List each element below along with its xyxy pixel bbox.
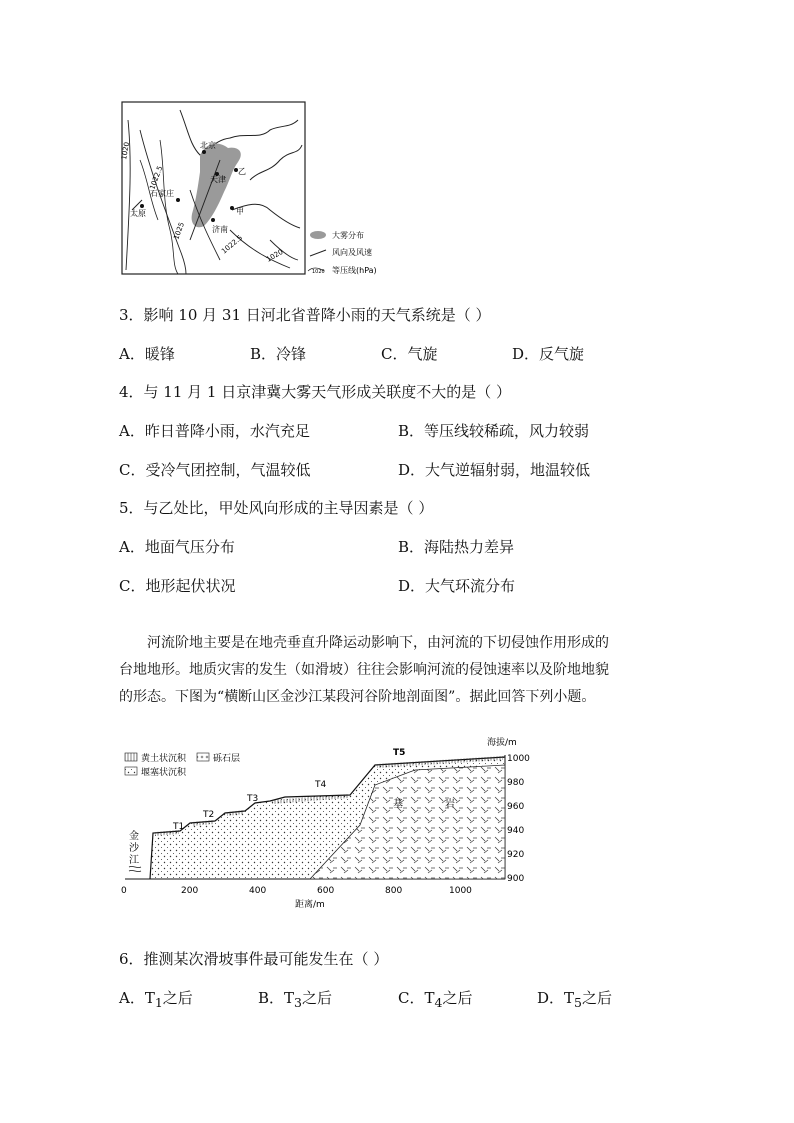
q6-option-d-label: D．T: [537, 989, 575, 1007]
q4-option-b[interactable]: B．等压线较稀疏，风力较弱: [398, 422, 590, 440]
q5-option-c[interactable]: C．地形起伏状况: [119, 577, 236, 595]
legend-isobar: 等压线(hPa): [332, 266, 377, 275]
passage: [119, 630, 679, 711]
q6-option-b-tail: 之后: [301, 989, 332, 1007]
bedrock-label-2: 岩: [445, 799, 455, 810]
legend-wind: 风向及风速: [332, 248, 372, 257]
x-tick: 200: [181, 886, 199, 896]
city-shijiazhuang: 石家庄: [150, 189, 174, 198]
passage-line-1: 河流阶地主要是在地壳垂直升降运动影响下，由河流的下切侵蚀作用形成的: [147, 635, 609, 651]
y-tick: 980: [507, 778, 525, 788]
city-beijing: 北京: [200, 141, 216, 150]
q3-option-a[interactable]: A．暖锋: [119, 345, 175, 363]
x-tick: 600: [317, 886, 335, 896]
isobar-label: 1022.5: [148, 164, 165, 191]
q5-option-b[interactable]: B．海陆热力差异: [398, 538, 515, 556]
q5-option-d[interactable]: D．大气环流分布: [398, 577, 516, 595]
y-axis-label: 海拔/m: [487, 738, 517, 748]
q6-option-c[interactable]: [398, 987, 472, 1010]
y-tick: 920: [507, 850, 525, 860]
q6-option-b-label: B．T: [258, 989, 295, 1007]
city-tianjin: 天津: [210, 175, 226, 184]
terrace-profile-figure: [115, 735, 535, 915]
x-axis-label: 距离/m: [295, 900, 325, 910]
x-tick: 800: [385, 886, 403, 896]
river-label-3: 江: [129, 855, 139, 866]
x-tick: 0: [121, 886, 127, 896]
question-5-stem: 5．与乙处比，甲处风向形成的主导因素是（ ）: [119, 499, 434, 517]
passage-line-2: 台地地形。地质灾害的发生（如滑坡）往往会影响河流的侵蚀速率以及阶地地貌: [119, 662, 609, 678]
q4-option-a[interactable]: A．昨日普降小雨，水汽充足: [119, 422, 310, 440]
fog-legend-swatch: [310, 231, 326, 239]
q6-option-b[interactable]: [258, 987, 332, 1010]
q6-option-a-sub: 1: [154, 995, 163, 1010]
terrace-t5: T5: [393, 748, 406, 758]
q6-option-a[interactable]: [119, 987, 193, 1010]
q6-option-a-label: A．T: [119, 989, 155, 1007]
q3-option-d[interactable]: D．反气旋: [512, 345, 585, 363]
terrace-t2: T2: [203, 810, 215, 820]
terrace-profile: [115, 735, 535, 915]
legend-isobar-value: 1020: [312, 269, 325, 275]
legend-fog: 大雾分布: [332, 231, 364, 240]
weather-map-figure: [120, 100, 390, 278]
river-label-1: 金: [129, 831, 139, 842]
y-tick: 960: [507, 802, 525, 812]
bedrock-label-1: 基: [393, 799, 403, 810]
q5-option-a[interactable]: A．地面气压分布: [119, 538, 235, 556]
q4-option-c[interactable]: C．受冷气团控制，气温较低: [119, 461, 311, 479]
legend-gravel: 砾石层: [213, 754, 241, 764]
isobar-label: 1020: [120, 141, 132, 161]
x-tick: 1000: [449, 886, 472, 896]
river-label-2: 沙: [129, 843, 139, 854]
q6-option-a-tail: 之后: [162, 989, 193, 1007]
y-tick: 940: [507, 826, 525, 836]
q6-option-c-label: C．T: [398, 989, 435, 1007]
legend-dammed: 堰塞状沉积: [141, 768, 187, 778]
q4-option-d[interactable]: D．大气逆辐射弱，地温较低: [398, 461, 591, 479]
isobar-label: 1020: [265, 247, 285, 264]
q6-option-d[interactable]: [537, 987, 612, 1010]
terrace-t1: T1: [173, 822, 185, 832]
isobar-label: 1022.5: [220, 233, 245, 256]
question-4-stem: 4．与 11 月 1 日京津冀大雾天气形成关联度不大的是（ ）: [119, 383, 512, 401]
city-jia: 甲: [236, 207, 244, 216]
y-tick: 1000: [507, 754, 530, 764]
q6-option-c-sub: 4: [434, 995, 443, 1010]
isobar-label: 1025: [172, 221, 186, 241]
terrace-t4: T4: [315, 780, 327, 790]
terrace-t3: T3: [247, 794, 259, 804]
q3-option-b[interactable]: B．冷锋: [250, 345, 307, 363]
city-jinan: 济南: [212, 225, 228, 234]
q6-option-c-tail: 之后: [442, 989, 473, 1007]
city-taiyuan: 太原: [130, 209, 146, 218]
legend-loess: 黄土状沉积: [141, 754, 187, 764]
q6-option-b-sub: 3: [294, 995, 302, 1010]
weather-map: [120, 100, 390, 278]
y-tick: 900: [507, 874, 525, 884]
passage-line-3: 的形态。下图为“横断山区金沙江某段河谷阶地剖面图”。据此回答下列小题。: [119, 689, 596, 705]
question-3-stem: 3．影响 10 月 31 日河北省普降小雨的天气系统是（ ）: [119, 306, 491, 324]
x-tick: 400: [249, 886, 267, 896]
q6-option-d-tail: 之后: [582, 989, 613, 1007]
question-6-stem: 6．推测某次滑坡事件最可能发生在（ ）: [119, 950, 389, 968]
city-yi: 乙: [238, 167, 246, 176]
q6-option-d-sub: 5: [574, 995, 582, 1010]
q3-option-c[interactable]: C．气旋: [381, 345, 438, 363]
